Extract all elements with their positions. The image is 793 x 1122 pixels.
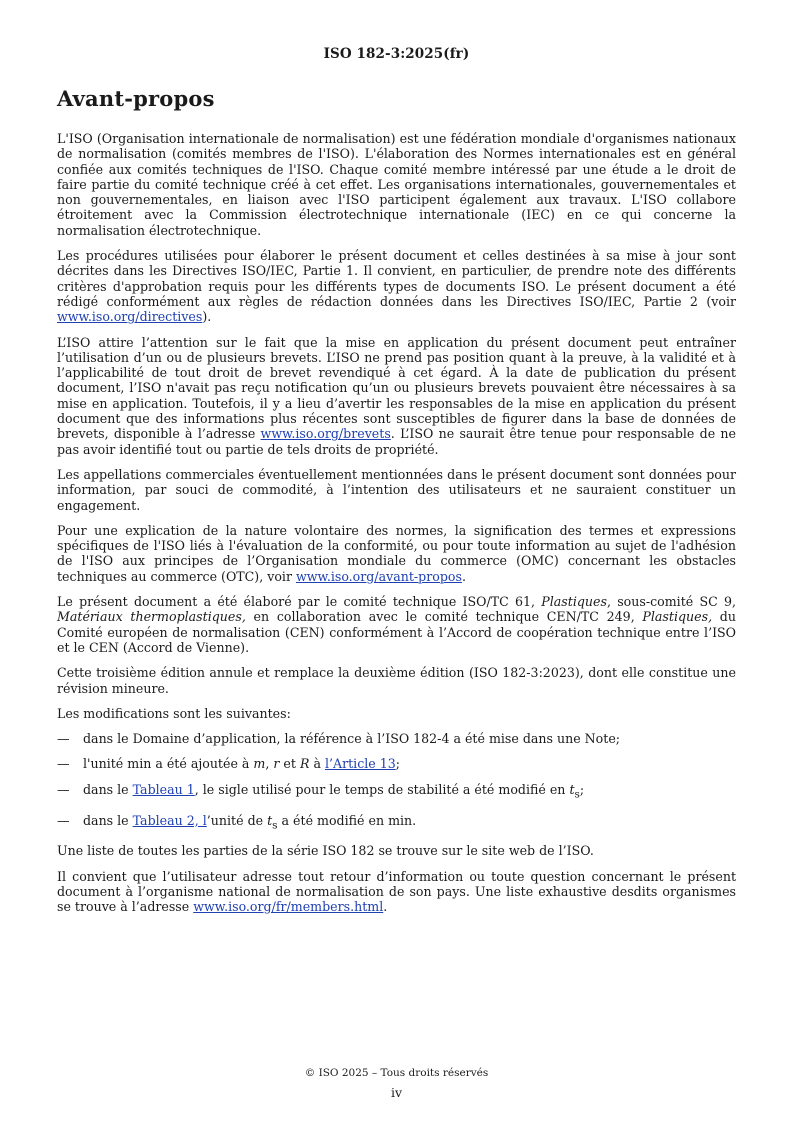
list-item: — dans le Tableau 2, l’unité de $t_s$ a été modifié en min. — [57, 813, 736, 834]
paragraph-procedures: Les procédures utilisées pour élaborer le présent document et celles destinées à sa mise à jour sont décrites dans les Directives ISO/IEC, Partie 1. Il convient, en particulier, de prendre note des différents critères d'approbation requis pour les différents types de documents ISO. Le présent document a été rédigé conformément aux règles de rédaction données dans les Directives ISO/IEC, Partie 2 (voir www.iso.org/directives). — [57, 248, 736, 325]
patents-link[interactable]: www.iso.org/brevets — [260, 426, 391, 442]
paragraph-series: Une liste de toutes les parties de la série ISO 182 se trouve sur le site web de l’ISO. — [57, 843, 594, 859]
paragraph-edition: Cette troisième édition annule et remplace la deuxième édition (ISO 182-3:2023), dont elle constitue une révision mineure. — [57, 665, 736, 696]
paragraph-feedback: Il convient que l’utilisateur adresse tout retour d’information ou toute question concernant le présent document à l’organisme national de normalisation de son pays. Une liste exhaustive desdits organismes se trouve à l’adresse www.iso.org/fr/members.html. — [57, 868, 736, 915]
list-item: — dans le Domaine d’application, la référence à l’ISO 182-4 a été mise dans une Note; — [57, 731, 621, 747]
paragraph-changes-intro: Les modifications sont les suivantes: — [57, 705, 291, 721]
members-link[interactable]: www.iso.org/fr/members.html — [193, 899, 384, 915]
document-body — [57, 131, 736, 925]
table-1-link[interactable]: Tableau 1 — [132, 781, 195, 797]
document-header: ISO 182-3:2025(fr) — [323, 46, 470, 62]
dash-marker: — — [57, 731, 70, 747]
paragraph-committee: Le présent document a été élaboré par le comité technique ISO/TC 61, Plastiques, sous-comité SC 9, Matériaux thermoplastiques, en collaboration avec le comité technique CEN/TC 249, Plastiques, du Comité européen de normalisation (CEN) conformément à l’Accord de coopération technique entre l’ISO et le CEN (Accord de Vienne). — [57, 594, 736, 655]
paragraph-iso-intro: L'ISO (Organisation internationale de normalisation) est une fédération mondiale d'organismes nationaux de normalisation (comités membres de l'ISO). L'élaboration des Normes internationales est en général confiée aux comités techniques de l'ISO. Chaque comité membre intéressé par une étude a le droit de faire partie du comité technique créé à cet effet. Les organisations internationales, gouvernementales et non gouvernementales, en liaison avec l'ISO participent également aux travaux. L'ISO collabore étroitement avec la Commission électrotechnique internationale (IEC) en ce qui concerne la normalisation électrotechnique. — [57, 131, 736, 238]
article-13-link[interactable]: l’Article 13 — [324, 756, 396, 772]
paragraph-patents: L’ISO attire l’attention sur le fait que la mise en application du présent document peut entraîner l’utilisation d’un ou de plusieurs brevets. L’ISO ne prend pas position quant à la preuve, à la validité et à l’applicabilité de tout droit de brevet revendiqué à cet égard. À la date de publication du présent document, l’ISO n'avait pas reçu notification qu’un ou plusieurs brevets pouvaient être nécessaires à sa mise en application. Toutefois, il y a lieu d’avertir les responsables de la mise en application du présent document que des informations plus récentes sont susceptibles de figurer dans la base de données de brevets, disponible à l’adresse www.iso.org/brevets. L’ISO ne saurait être tenue pour responsable de ne pas avoir identifié tout ou partie de tels droits de propriété. — [57, 334, 736, 457]
directives-link[interactable]: www.iso.org/directives — [57, 309, 203, 325]
dash-marker: — — [57, 812, 70, 828]
list-item: — l'unité min a été ajoutée à m, r et R à l’Article 13; — [57, 756, 400, 772]
dash-marker: — — [57, 756, 70, 772]
page-number: iv — [390, 1085, 403, 1100]
paragraph-trade-names: Les appellations commerciales éventuellement mentionnées dans le présent document sont données pour information, par souci de commodité, à l’intention des utilisateurs et ne sauraient constituer un engagement. — [57, 466, 736, 513]
table-2-link[interactable]: Tableau 2, l — [132, 812, 207, 828]
page-title: Avant-propos — [57, 86, 215, 111]
dash-marker: — — [57, 781, 70, 797]
paragraph-voluntary-nature: Pour une explication de la nature volontaire des normes, la signification des termes et expressions spécifiques de l'ISO liés à l'évaluation de la conformité, ou pour toute information au sujet de l'adhésion de l'ISO aux principes de l’Organisation mondiale du commerce (OMC) concernant les obstacles techniques au commerce (OTC), voir www.iso.org/avant-propos. — [57, 522, 736, 584]
copyright-notice: © ISO 2025 – Tous droits réservés — [304, 1067, 489, 1079]
list-item: — dans le Tableau 1, le sigle utilisé pour le temps de stabilité a été modifié en $t_s$; — [57, 782, 736, 803]
foreword-link[interactable]: www.iso.org/avant-propos — [295, 568, 462, 584]
